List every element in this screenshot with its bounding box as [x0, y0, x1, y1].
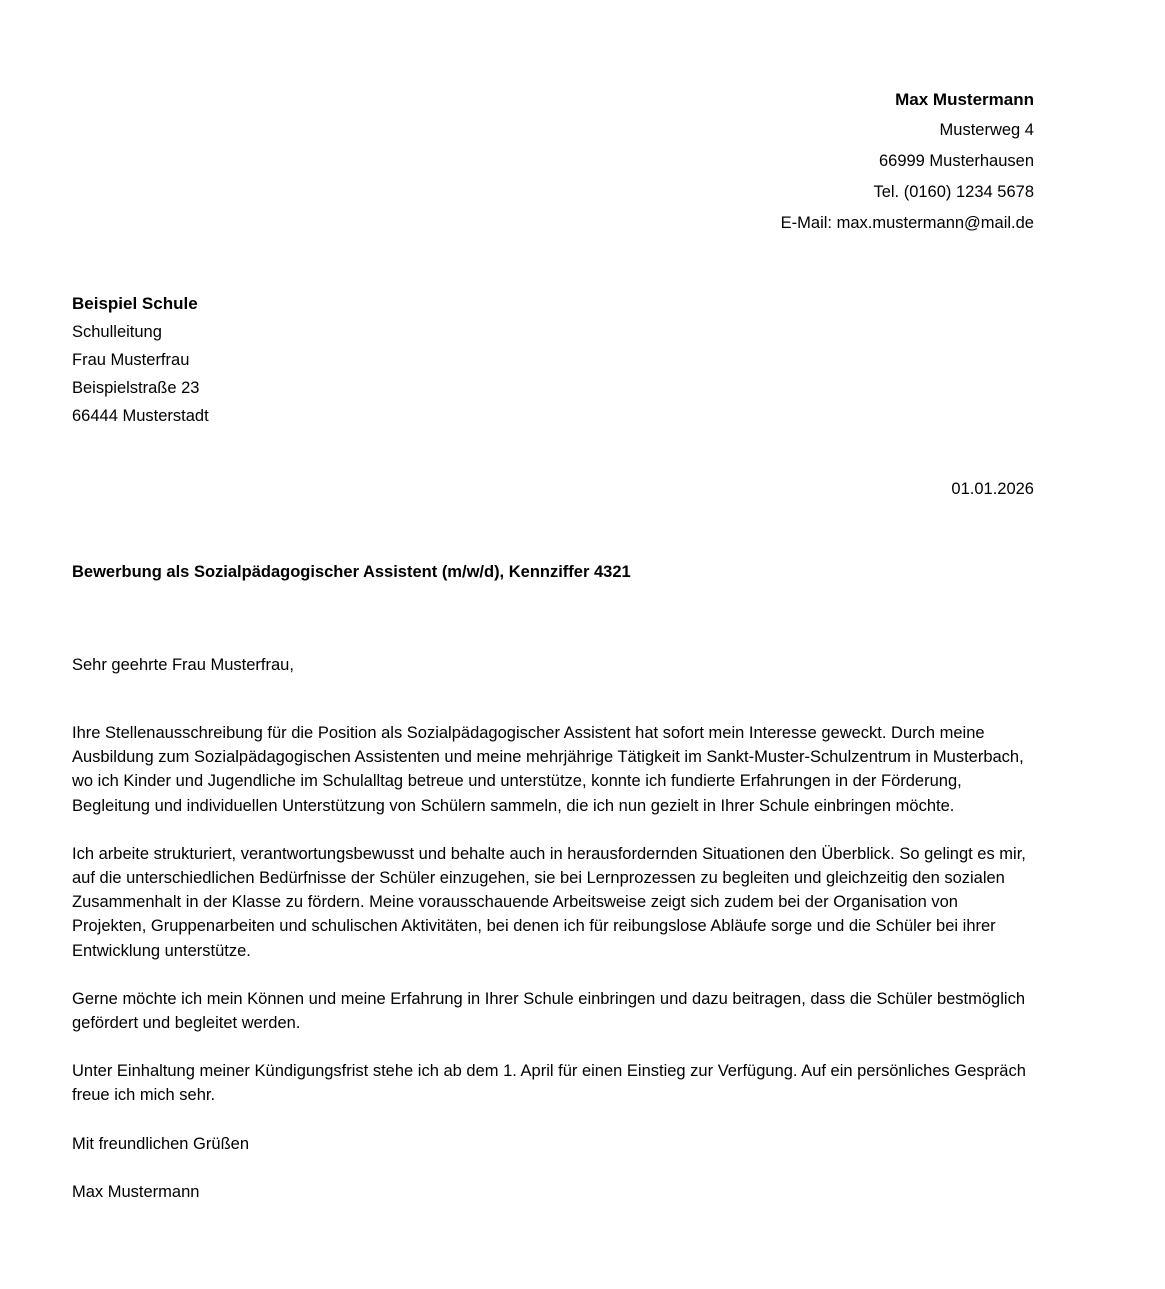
- sender-name: Max Mustermann: [895, 90, 1034, 109]
- letter-subject: Bewerbung als Sozialpädagogischer Assistent (m/w/d), Kennziffer 4321: [72, 563, 631, 581]
- sender-address-block: [72, 0, 1034, 239]
- recipient-street: Beispielstraße 23: [72, 379, 200, 397]
- sender-city: 66999 Musterhausen: [878, 152, 1034, 170]
- letter-body: [72, 721, 1034, 1108]
- recipient-city: 66444 Musterstadt: [72, 407, 209, 425]
- recipient-department: Schulleitung: [72, 323, 162, 341]
- closing-greeting: Mit freundlichen Grüßen: [72, 1134, 249, 1153]
- letter-salutation: Sehr geehrte Frau Musterfrau,: [72, 656, 294, 674]
- recipient-organization: Beispiel Schule: [72, 294, 198, 313]
- sender-street: Musterweg 4: [939, 121, 1034, 139]
- body-paragraph: Ihre Stellenausschreibung für die Position als Sozialpädagogischer Assistent hat sofort mein Interesse geweckt. Durch meine Ausbildung zum Sozialpädagogischen Assistenten und meine mehrjährige Tätigkeit im Sankt-Muster-Schulzentrum in Musterbach, wo ich Kinder und Jugendliche im Schulalltag betreue und unterstütze, konnte ich fundierte Erfahrungen in der Förderung, Begleitung und individuellen Unterstützung von Schülern sammeln, die ich nun gezielt in Ihrer Schule einbringen möchte.: [72, 724, 1024, 815]
- letter-closing: [72, 1132, 1034, 1204]
- sender-phone: Tel. (0160) 1234 5678: [873, 183, 1034, 201]
- sender-email: E-Mail: max.mustermann@mail.de: [780, 214, 1034, 232]
- body-paragraph: Ich arbeite strukturiert, verantwortungsbewusst und behalte auch in herausfordernden Situationen den Überblick. So gelingt es mir, auf die unterschiedlichen Bedürfnisse der Schüler einzugehen, sie bei Lernprozessen zu begleiten und gleichzeitig den sozialen Zusammenhalt in der Klasse zu fördern. Meine vorausschauende Arbeitsweise zeigt sich zudem bei der Organisation von Projekten, Gruppenarbeiten und schulischen Aktivitäten, bei denen ich für reibungslose Abläufe sorge und die Schüler bei ihrer Entwicklung unterstütze.: [72, 844, 1026, 960]
- body-paragraph: Unter Einhaltung meiner Kündigungsfrist stehe ich ab dem 1. April für einen Einstieg zur Verfügung. Auf ein persönliches Gespräch freue ich mich sehr.: [72, 1062, 1026, 1105]
- recipient-address-block: [72, 290, 1034, 430]
- recipient-person: Frau Musterfrau: [72, 351, 190, 369]
- letter-content: [72, 0, 1034, 1204]
- closing-signature: Max Mustermann: [72, 1182, 200, 1201]
- body-paragraph: Gerne möchte ich mein Können und meine Erfahrung in Ihrer Schule einbringen und dazu beitragen, dass die Schüler bestmöglich gefördert und begleitet werden.: [72, 989, 1025, 1033]
- letter-date: 01.01.2026: [951, 480, 1034, 498]
